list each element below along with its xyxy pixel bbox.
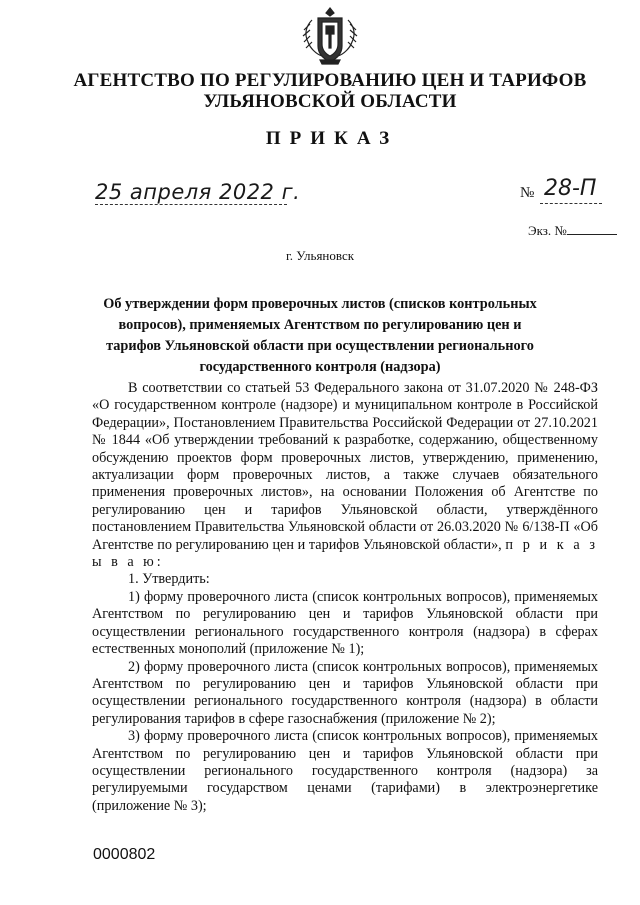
agency-name-line1: АГЕНТСТВО ПО РЕГУЛИРОВАНИЮ ЦЕН И ТАРИФОВ <box>73 70 587 91</box>
date-underline <box>95 204 287 205</box>
copy-label: Экз. № <box>528 223 567 238</box>
handwritten-number: 28-П <box>544 176 597 201</box>
copy-number <box>528 223 617 239</box>
serial-number: 0000802 <box>93 846 156 863</box>
agency-name-line2: УЛЬЯНОВСКОЙ ОБЛАСТИ <box>203 91 457 112</box>
number-underline <box>540 203 602 204</box>
order-word: п р и к а з ы в а ю: <box>92 536 598 571</box>
item-1-2: 2) форму проверочного листа (список контрольных вопросов), применяемых Агентством по регулированию цен и тарифов Ульяновской области при осуществлении регионального государственного контроля (надзора) в области регулирования тарифов в сфере газоснабжения (приложение № 2); <box>92 658 598 727</box>
copy-blank-line <box>567 223 617 235</box>
number-label: № <box>520 185 535 201</box>
document-subject: Об утверждении форм проверочных листов (списков контрольных вопросов), применяемых Агентством по регулированию цен и тарифов Ульяновской области при осуществлении регионального государственного контроля (надзора) <box>103 296 537 375</box>
item-1-1: 1) форму проверочного листа (список контрольных вопросов), применяемых Агентством по регулированию цен и тарифов Ульяновской области при осуществлении регионального государственного контроля (надзора) в сферах естественных монополий (приложение № 1); <box>92 588 598 658</box>
handwritten-date: 25 апреля 2022 г. <box>95 180 301 204</box>
document-type-title: ПРИКАЗ <box>265 128 399 149</box>
city: г. Ульяновск <box>285 248 355 263</box>
item-1-3: 3) форму проверочного листа (список контрольных вопросов), применяемых Агентством по регулированию цен и тарифов Ульяновской области при осуществлении регионального государственного контроля (надзора) за регулируемыми государством ценами (тарифами) в электроэнергетике (приложение № 3); <box>92 728 598 814</box>
document-body <box>92 380 598 815</box>
intro-paragraph <box>92 380 598 571</box>
coat-of-arms-icon <box>298 4 362 68</box>
intro-text: В соответствии со статьей 53 Федерального закона от 31.07.2020 № 248-ФЗ «О государственном контроле (надзоре) и муниципальном контроле в Российской Федерации», Постановлением Правительства Российской Федерации от 27.10.2021 № 1844 «Об утверждении требований к разработке, содержанию, общественному обсуждению проектов форм проверочных листов, утверждению, применению, актуализации форм проверочных листов, а также случаев обязательного применения проверочных листов», на основании Положения об Агентстве по регулированию цен и тарифов Ульяновской области, утверждённого постановлением Правительства Ульяновской области от 26.03.2020 № 6/138-П «Об Агентстве по регулированию цен и тарифов Ульяновской области», <box>92 380 598 553</box>
item-1: 1. Утвердить: <box>128 571 210 588</box>
